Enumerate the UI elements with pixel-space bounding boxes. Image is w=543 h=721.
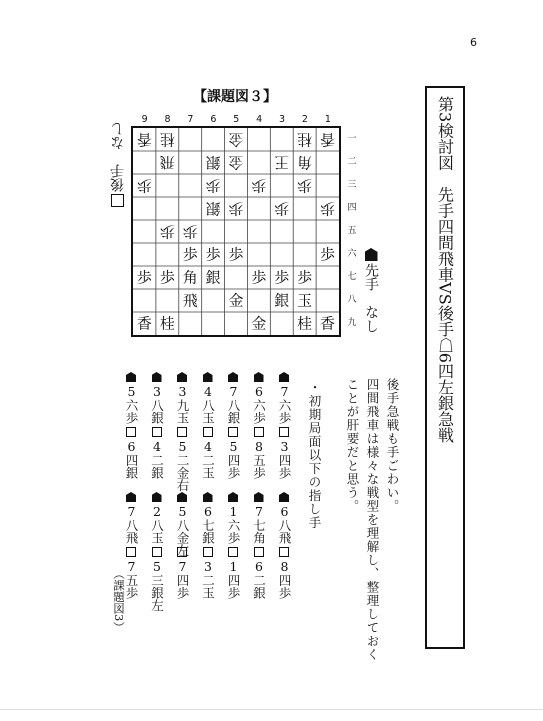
move-text: 5八金左: [175, 504, 190, 557]
body-line: ことが肝要だと思う。: [345, 378, 360, 513]
file-label: 1: [324, 114, 331, 125]
gote-mark-icon: [112, 194, 125, 207]
move-text: 5三銀左: [149, 559, 165, 612]
gote-piece: 銀: [205, 199, 221, 218]
gote-mark-icon: [254, 547, 264, 557]
file-label: 6: [210, 114, 217, 125]
rank-labels: [345, 126, 359, 337]
sente-mark-icon: [177, 492, 187, 502]
move-text: 2八玉: [149, 504, 165, 544]
sente-mark-icon: [279, 372, 289, 382]
shogi-board: [131, 126, 341, 337]
move-text: 1六歩: [226, 504, 241, 544]
gote-piece: 桂: [159, 130, 175, 149]
move-text: 7五歩: [124, 559, 139, 599]
file-label: 5: [233, 114, 240, 125]
move-text: 6六歩: [251, 384, 267, 424]
page-title: 第3検討図 先手四間飛車VS後手☖6四左銀急戦: [435, 96, 455, 443]
rank-label: 八: [347, 295, 357, 305]
moves-heading: ・初期局面以下の指し手: [307, 381, 322, 530]
sente-mark-icon: [177, 372, 187, 382]
sente-mark-icon: [254, 492, 264, 502]
sente-piece: 歩: [136, 268, 152, 287]
move-text: 7七角: [251, 504, 267, 544]
rank-label: 九: [347, 318, 357, 328]
move-text: 3四歩: [277, 439, 292, 479]
gote-piece: 歩: [320, 199, 336, 218]
sente-piece: 歩: [228, 245, 244, 264]
sente-mark-icon: [228, 492, 238, 502]
file-label: 9: [141, 114, 148, 125]
gote-hand: [107, 122, 129, 207]
gote-piece: 王: [274, 153, 290, 172]
gote-mark-icon: [177, 547, 187, 557]
sente-mark-icon: [152, 492, 162, 502]
sente-piece: 歩: [182, 245, 198, 264]
gote-piece: 歩: [274, 199, 290, 218]
sente-piece: 銀: [205, 268, 221, 287]
gote-mark-icon: [126, 547, 136, 557]
gote-piece: 桂: [297, 130, 313, 149]
move-text: 6四銀: [124, 439, 139, 479]
sente-mark-icon: [279, 492, 289, 502]
move-text: 6七銀: [200, 504, 216, 544]
gote-mark-icon: [126, 427, 136, 437]
file-label: 2: [301, 114, 308, 125]
sente-piece: 香: [136, 314, 152, 333]
sente-mark-icon: [203, 492, 213, 502]
gote-piece: 歩: [159, 222, 175, 241]
gote-mark-icon: [203, 427, 213, 437]
gote-mark-icon: [254, 427, 264, 437]
file-label: 8: [164, 114, 171, 125]
sente-piece: 歩: [274, 268, 290, 287]
file-label: 7: [187, 114, 194, 125]
gote-piece: 歩: [228, 199, 244, 218]
sente-piece: 金: [228, 291, 244, 310]
file-labels: [131, 114, 341, 126]
gote-mark-icon: [152, 427, 162, 437]
gote-mark-icon: [228, 427, 238, 437]
sente-mark-icon: [126, 492, 136, 502]
gote-piece: 金: [228, 153, 244, 172]
sente-piece: 桂: [159, 314, 175, 333]
move-text: 7四歩: [175, 559, 190, 599]
gote-mark-icon: [279, 547, 289, 557]
rank-label: 三: [347, 180, 357, 190]
rank-label: 五: [347, 226, 357, 236]
move-text: 4八玉: [200, 384, 216, 424]
gote-piece: 歩: [251, 176, 267, 195]
sente-mark-icon: [203, 372, 213, 382]
file-label: 3: [279, 114, 286, 125]
title-box: [425, 86, 465, 649]
sente-piece: 玉: [297, 291, 313, 310]
gote-piece: 角: [297, 153, 313, 172]
sente-mark-icon: [152, 372, 162, 382]
move-text: 1四歩: [226, 559, 241, 599]
gote-piece: 銀: [205, 153, 221, 172]
board-grid: [133, 128, 339, 335]
sente-piece: 銀: [274, 291, 290, 310]
move-text: 7八飛: [124, 504, 139, 544]
move-text: 5四歩: [226, 439, 241, 479]
gote-mark-icon: [152, 547, 162, 557]
sente-piece: 飛: [182, 291, 198, 310]
board-title: 【課題図３】: [193, 89, 277, 105]
rank-label: 二: [347, 157, 357, 167]
gote-mark-icon: [203, 547, 213, 557]
move-text: 7八銀: [226, 384, 241, 424]
move-text: 3二玉: [200, 559, 216, 599]
move-text: 4二玉: [200, 439, 216, 479]
gote-piece: 金: [228, 130, 244, 149]
sente-mark-icon: [126, 372, 136, 382]
sente-mark-icon: [365, 248, 378, 261]
sente-mark-icon: [228, 372, 238, 382]
file-label: 4: [256, 114, 263, 125]
sente-mark-icon: [254, 372, 264, 382]
move-text: 6八飛: [277, 504, 292, 544]
sente-hand-label: 先手: [363, 263, 379, 291]
move-text: 8五歩: [251, 439, 267, 479]
sente-piece: 歩: [320, 245, 336, 264]
sente-piece: 歩: [159, 268, 175, 287]
sente-hand-pieces: なし: [363, 305, 379, 333]
body-line: 四間飛車は様々な戦型を理解し、整理しておく: [365, 378, 380, 662]
move-text: 3九玉: [175, 384, 190, 424]
sente-piece: 歩: [297, 268, 313, 287]
gote-hand-pieces: なし: [110, 122, 126, 150]
gote-piece: 歩: [297, 176, 313, 195]
sente-piece: 桂: [297, 314, 313, 333]
gote-piece: 香: [136, 130, 152, 149]
gote-piece: 歩: [182, 222, 198, 241]
page-number: 6: [470, 36, 477, 49]
gote-mark-icon: [177, 427, 187, 437]
sente-piece: 香: [320, 314, 336, 333]
rank-label: 四: [347, 203, 357, 213]
figure-reference: （課題図3）: [112, 568, 126, 633]
body-line: 後手急戦も手ごわい。: [385, 378, 400, 513]
gote-piece: 香: [320, 130, 336, 149]
move-text: 8四歩: [277, 559, 292, 599]
page-bottom-divider: [0, 709, 543, 710]
move-text: 3八銀: [149, 384, 165, 424]
sente-piece: 金: [251, 314, 267, 333]
gote-mark-icon: [279, 427, 289, 437]
move-text: 5二金右: [175, 439, 190, 492]
move-text: 7六歩: [277, 384, 292, 424]
move-text: 6二銀: [251, 559, 267, 599]
move-text: 5六歩: [124, 384, 139, 424]
sente-piece: 歩: [205, 245, 221, 264]
rank-label: 六: [347, 249, 357, 259]
rank-label: 七: [347, 272, 357, 282]
gote-piece: 歩: [136, 176, 152, 195]
gote-piece: 飛: [159, 153, 175, 172]
gote-hand-label: 後手: [110, 164, 126, 192]
sente-hand: [360, 248, 382, 333]
body-text: [339, 378, 400, 662]
sente-piece: 歩: [251, 268, 267, 287]
sente-piece: 角: [182, 268, 198, 287]
gote-piece: 歩: [205, 176, 221, 195]
gote-mark-icon: [228, 547, 238, 557]
rank-label: 一: [347, 134, 357, 144]
move-text: 4二銀: [149, 439, 165, 479]
